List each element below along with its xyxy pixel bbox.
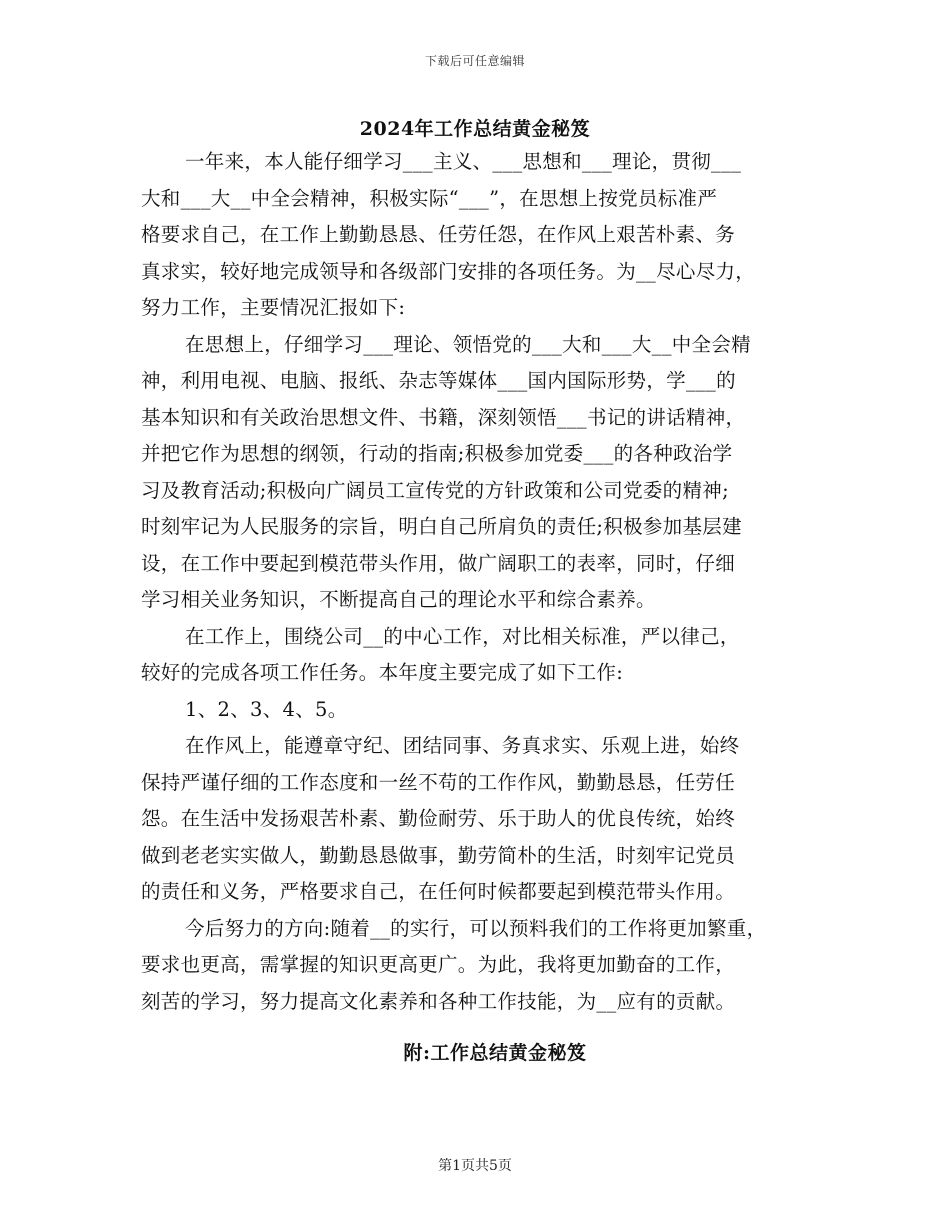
paragraph-intro-line: 真求实，较好地完成领导和各级部门安排的各项任务。为__尽心尽力， <box>141 259 756 283</box>
paragraph-future-line: 要求也更高，需掌握的知识更高更广。为此，我将更加勤奋的工作， <box>141 953 736 976</box>
paragraph-thought-line: 并把它作为思想的纲领，行动的指南;积极参加党委___的各种政治学 <box>141 442 733 465</box>
paragraph-work-line: 较好的完成各项工作任务。本年度主要完成了如下工作: <box>141 661 624 684</box>
paragraph-thought-line: 在思想上，仔细学习___理论、领悟党的___大和___大__中全会精 <box>185 332 751 356</box>
paragraph-work-line: 在工作上，围绕公司__的中心工作，对比相关标准，严以律己， <box>185 624 740 648</box>
paragraph-future-line: 刻苦的学习，努力提高文化素养和各种工作技能，为__应有的贡献。 <box>141 989 736 1013</box>
document-body <box>141 144 811 1020</box>
paragraph-intro-line: 格要求自己，在工作上勤勤恳恳、任劳任怨，在作风上艰苦朴素、务 <box>141 223 736 246</box>
paragraph-style-line: 保持严谨仔细的工作态度和一丝不苟的工作作风，勤勤恳恳，任劳任 <box>141 770 736 794</box>
paragraph-thought-line: 学习相关业务知识，不断提高自己的理论水平和综合素养。 <box>141 588 656 611</box>
paragraph-style-line: 在作风上，能遵章守纪、团结同事、务真求实、乐观上进，始终 <box>185 734 740 757</box>
paragraph-thought-line: 神，利用电视、电脑、报纸、杂志等媒体___国内国际形势，学___的 <box>141 369 736 392</box>
paragraph-intro-line: 努力工作，主要情况汇报如下: <box>141 296 406 319</box>
paragraph-thought-line: 习及教育活动;积极向广阔员工宣传党的方针政策和公司党委的精神; <box>141 478 729 502</box>
paragraph-style-line: 做到老老实实做人，勤勤恳恳做事，勤劳简朴的生活，时刻牢记党员 <box>141 843 736 867</box>
page-footer: 第1页共5页 <box>438 1158 512 1174</box>
appendix-title: 附:工作总结黄金秘笈 <box>403 1042 587 1064</box>
paragraph-thought-line: 设，在工作中要起到模范带头作用，做广阔职工的表率，同时，仔细 <box>141 551 736 575</box>
document-title: 2024年工作总结黄金秘笈 <box>359 118 591 140</box>
paragraph-thought-line: 基本知识和有关政治思想文件、书籍，深刻领悟___书记的讲话精神， <box>141 405 746 429</box>
paragraph-style-line: 的责任和义务，严格要求自己，在任何时候都要起到模范带头作用。 <box>141 880 736 903</box>
paragraph-future-line: 今后努力的方向:随着__的实行，可以预料我们的工作将更加繁重， <box>185 916 767 940</box>
paragraph-thought-line: 时刻牢记为人民服务的宗旨，明白自己所肩负的责任;积极参加基层建 <box>141 515 742 538</box>
paragraph-intro-line: 大和___大__中全会精神，积极实际“___”，在思想上按党员标准严 <box>141 186 718 210</box>
paragraph-style-line: 怨。在生活中发扬艰苦朴素、勤俭耐劳、乐于助人的优良传统，始终 <box>141 807 736 830</box>
paragraph-list-line: 1、2、3、4、5。 <box>185 697 348 721</box>
header-note: 下载后可任意编辑 <box>424 54 525 68</box>
paragraph-intro-line: 一年来，本人能仔细学习___主义、___思想和___理论，贯彻___ <box>185 150 742 173</box>
